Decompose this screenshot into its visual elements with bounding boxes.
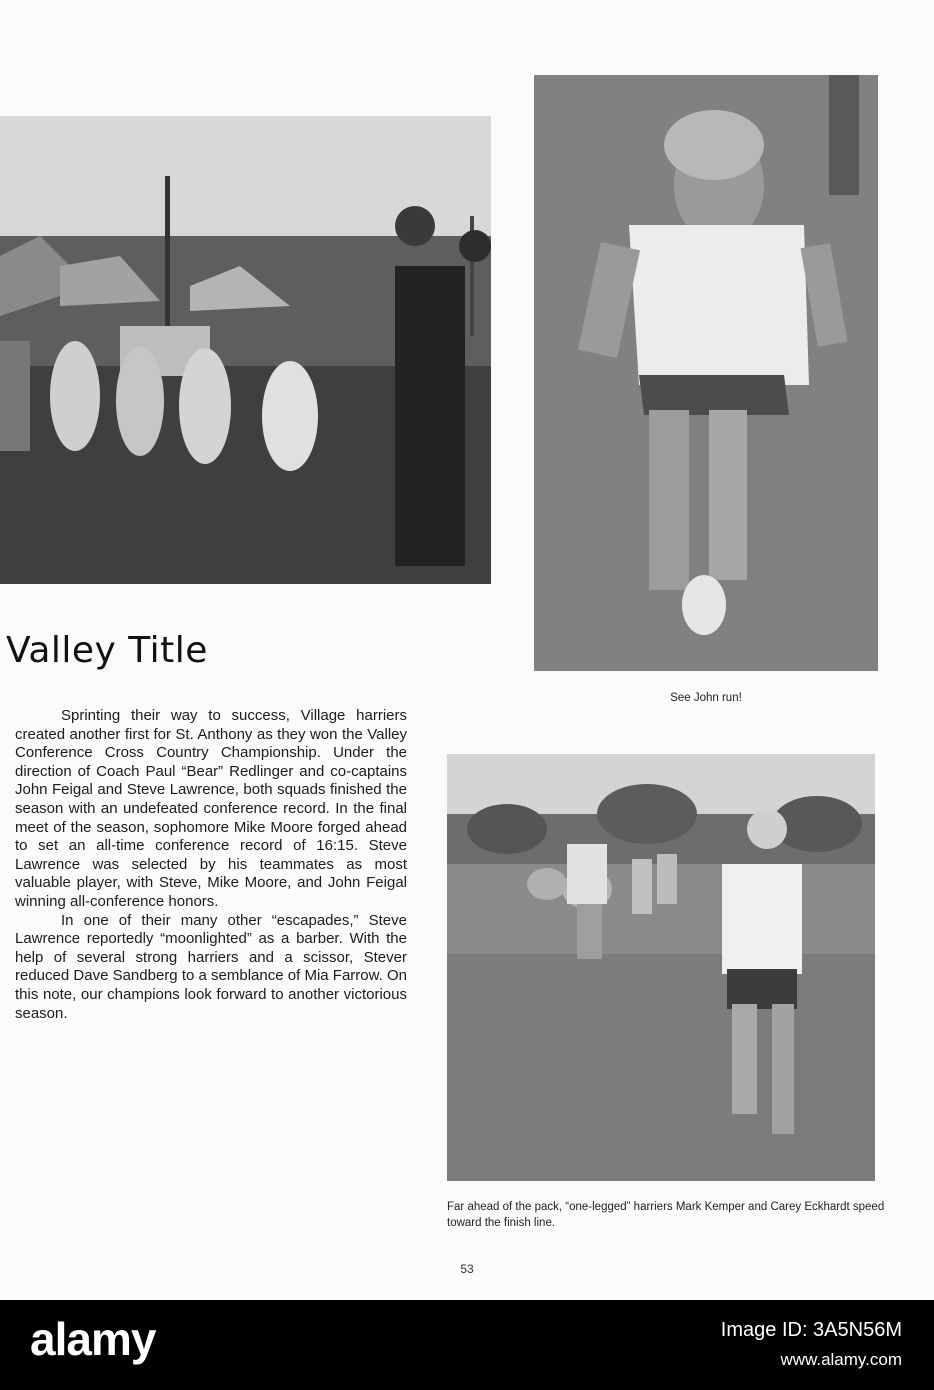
article-body bbox=[15, 707, 407, 1023]
article-paragraph-2: In one of their many other “escapades,” Steve Lawrence reportedly “moonlighted” as a barber. With the help of several strong harriers and a scissor, Stever reduced Dave Sandberg to a semblance of Mia Farrow. On this note, our champions look forward to another victorious season. bbox=[15, 911, 407, 1022]
john-photo-caption: See John run! bbox=[670, 692, 742, 704]
finish-line-photo bbox=[447, 754, 875, 1181]
image-id-label: Image ID: 3A5N56M bbox=[720, 1319, 902, 1341]
article-title: Valley Title bbox=[6, 630, 208, 671]
stock-watermark-bar bbox=[0, 1300, 934, 1390]
watermark-logo: alamy bbox=[30, 1313, 156, 1365]
page-number: 53 bbox=[460, 1262, 474, 1276]
finish-photo-caption: Far ahead of the pack, “one-legged” harriers Mark Kemper and Carey Eckhardt speed toward the finish line. bbox=[447, 1201, 885, 1229]
article-paragraph-1: Sprinting their way to success, Village harriers created another first for St. Anthony as they won the Valley Conference Cross Country Championship. Under the direction of Coach Paul “Bear” Redlinger and co-captains John Feigal and Steve Lawrence, both squads finished the season with an undefeated conference record. In the final meet of the season, sophomore Mike Moore forged ahead to set an all-time conference record of 16:15. Steve Lawrence was selected by his teammates as most valuable player, with Steve, Mike Moore, and John Feigal winning all-conference honors. bbox=[15, 707, 407, 910]
watermark-url: www.alamy.com bbox=[780, 1350, 902, 1369]
starting-line-photo bbox=[0, 116, 491, 584]
john-running-photo bbox=[534, 75, 878, 671]
